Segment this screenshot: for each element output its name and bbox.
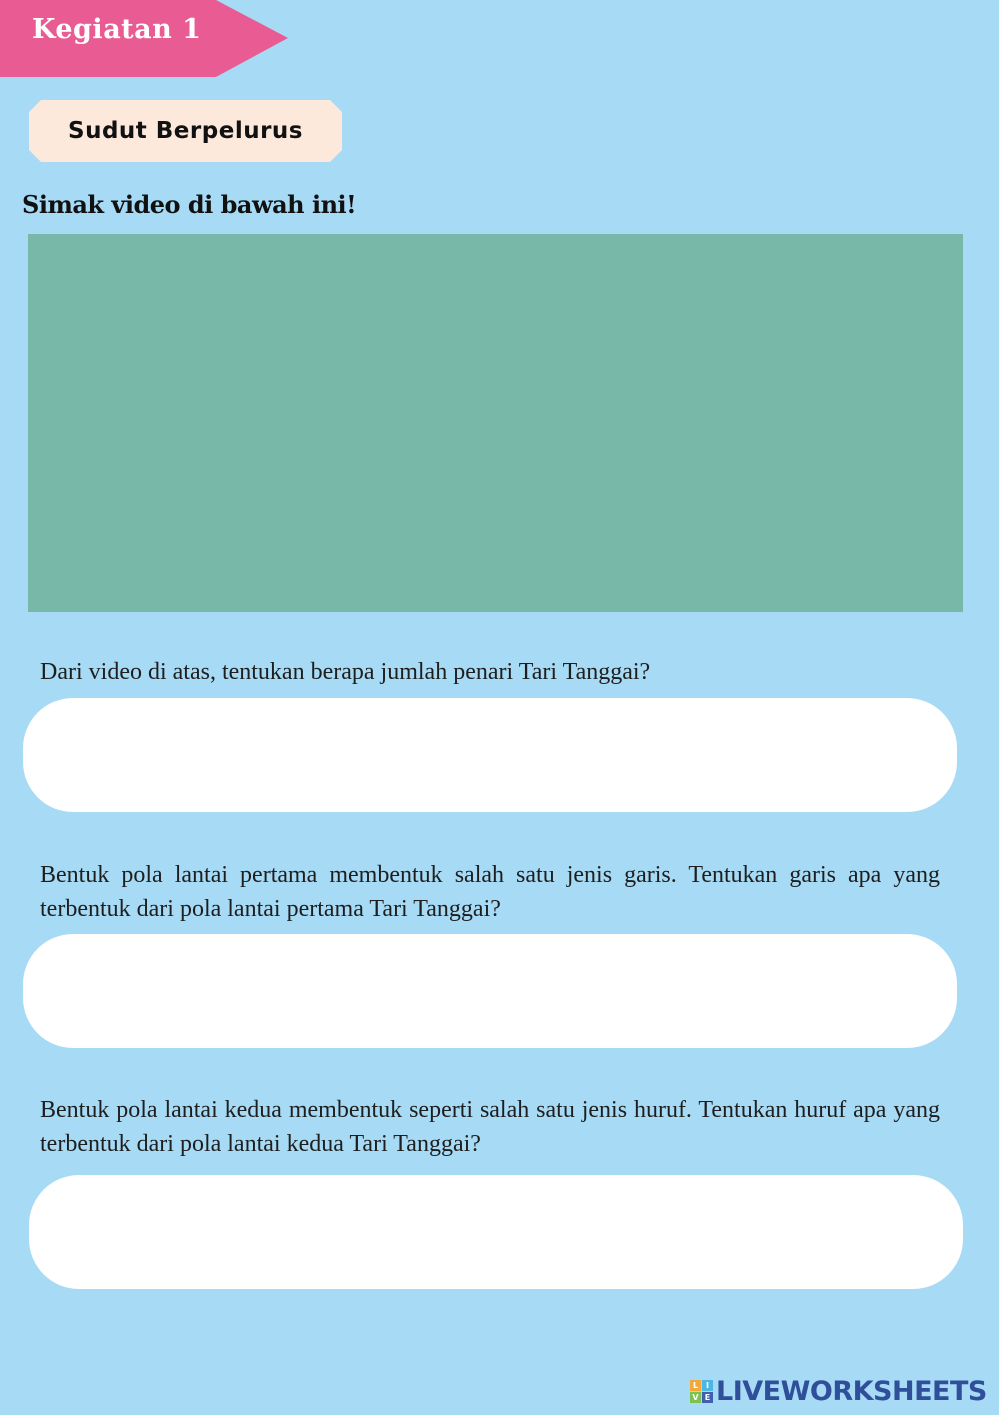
logo-icon-letter: I: [702, 1380, 713, 1391]
logo-icon-letter: L: [690, 1380, 701, 1391]
liveworksheets-logo: [690, 1374, 987, 1408]
activity-title: Kegiatan 1: [32, 14, 202, 45]
logo-icon-letter: E: [702, 1392, 713, 1403]
question-3: Bentuk pola lantai kedua membentuk seperti salah satu jenis huruf. Tentukan huruf apa yang terbentuk dari pola lantai kedua Tari Tanggai?: [40, 1097, 940, 1157]
instruction-heading: Simak video di bawah ini!: [22, 190, 357, 219]
answer-field-2[interactable]: [23, 934, 957, 1048]
answer-field-1[interactable]: [23, 698, 957, 812]
question-1: Dari video di atas, tentukan berapa jumlah penari Tari Tanggai?: [40, 659, 651, 685]
answer-field-3[interactable]: [29, 1175, 963, 1289]
logo-wordmark: LIVEWORKSHEETS: [716, 1375, 987, 1407]
question-2: Bentuk pola lantai pertama membentuk salah satu jenis garis. Tentukan garis apa yang terbentuk dari pola lantai pertama Tari Tanggai?: [40, 862, 940, 922]
video-player[interactable]: [28, 234, 963, 612]
activity-banner: [0, 0, 288, 77]
logo-icon-letter: V: [690, 1392, 701, 1403]
liveworksheets-logo-icon: [690, 1380, 713, 1403]
subtitle-label: Sudut Berpelurus: [68, 118, 303, 144]
subtitle-tag: [29, 100, 342, 162]
